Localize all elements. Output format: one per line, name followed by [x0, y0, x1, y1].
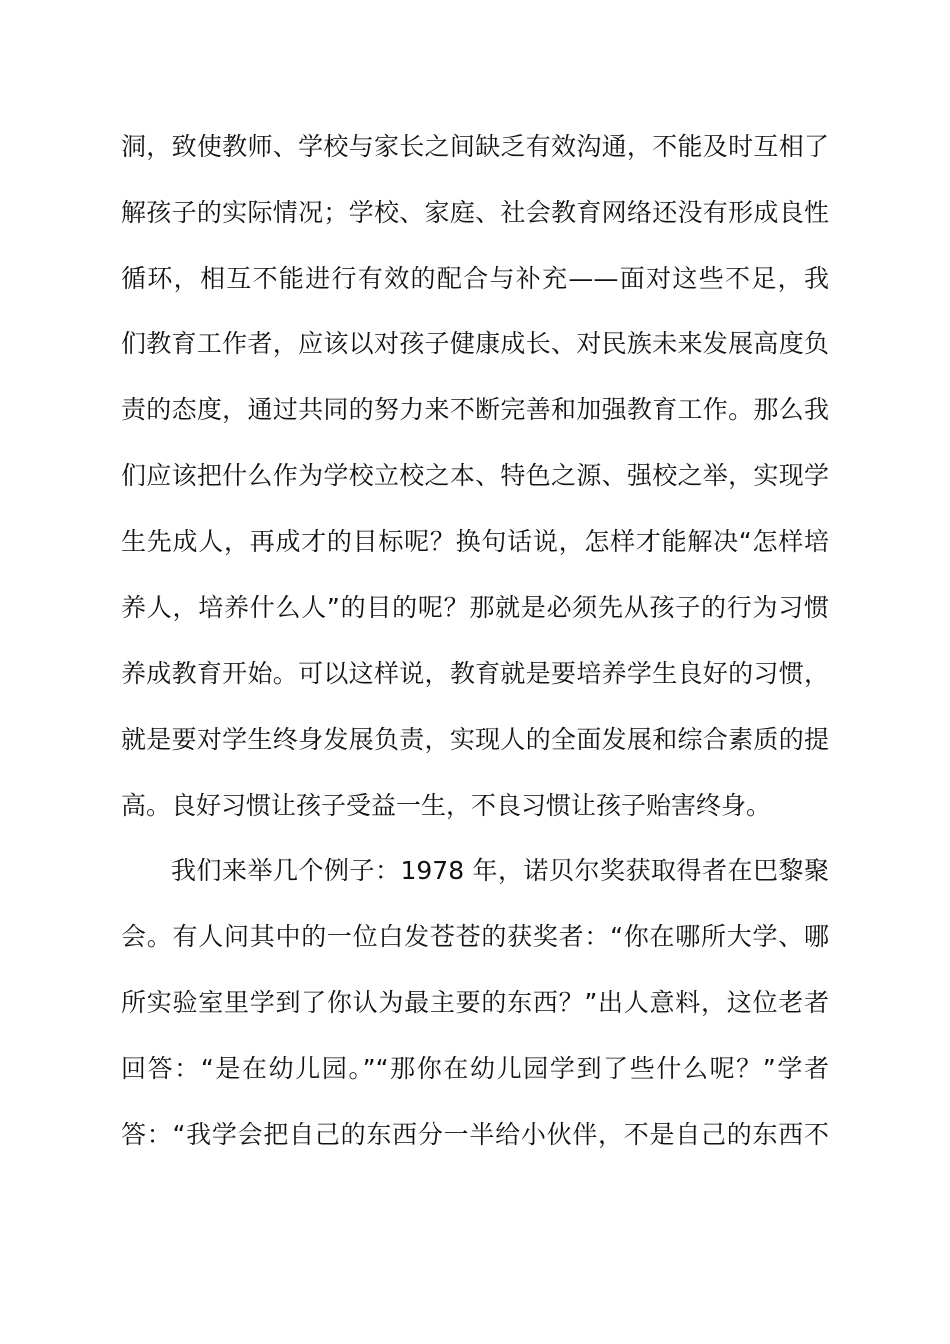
- text-line: 所实验室里学到了你认为最主要的东西？”出人意料，这位老者: [121, 988, 829, 1017]
- text-line: 我们来举几个例子：1978 年，诺贝尔奖获取得者在巴黎聚: [171, 856, 829, 885]
- text-line: 洞，致使教师、学校与家长之间缺乏有效沟通，不能及时互相了: [121, 132, 829, 161]
- text-line: 回答：“是在幼儿园。”“那你在幼儿园学到了些什么呢？”学者: [121, 1054, 829, 1083]
- text-line: 循环，相互不能进行有效的配合与补充——面对这些不足，我: [121, 264, 829, 293]
- text-line: 解孩子的实际情况；学校、家庭、社会教育网络还没有形成良性: [121, 198, 829, 227]
- text-line: 们教育工作者，应该以对孩子健康成长、对民族未来发展高度负: [121, 329, 829, 358]
- text-line: 就是要对学生终身发展负责，实现人的全面发展和综合素质的提: [121, 725, 829, 754]
- text-line: 责的态度，通过共同的努力来不断完善和加强教育工作。那么我: [121, 395, 829, 424]
- text-line: 们应该把什么作为学校立校之本、特色之源、强校之举，实现学: [121, 461, 829, 490]
- text-line: 高。良好习惯让孩子受益一生，不良习惯让孩子贻害终身。: [121, 791, 772, 820]
- text-line: 养成教育开始。可以这样说，教育就是要培养学生良好的习惯，: [121, 659, 829, 688]
- text-line: 会。有人问其中的一位白发苍苍的获奖者：“你在哪所大学、哪: [121, 922, 829, 951]
- text-line: 生先成人，再成才的目标呢？换句话说，怎样才能解决“怎样培: [121, 527, 829, 556]
- text-line: 答：“我学会把自己的东西分一半给小伙伴，不是自己的东西不: [121, 1120, 829, 1149]
- text-line: 养人，培养什么人”的目的呢？那就是必须先从孩子的行为习惯: [121, 593, 829, 622]
